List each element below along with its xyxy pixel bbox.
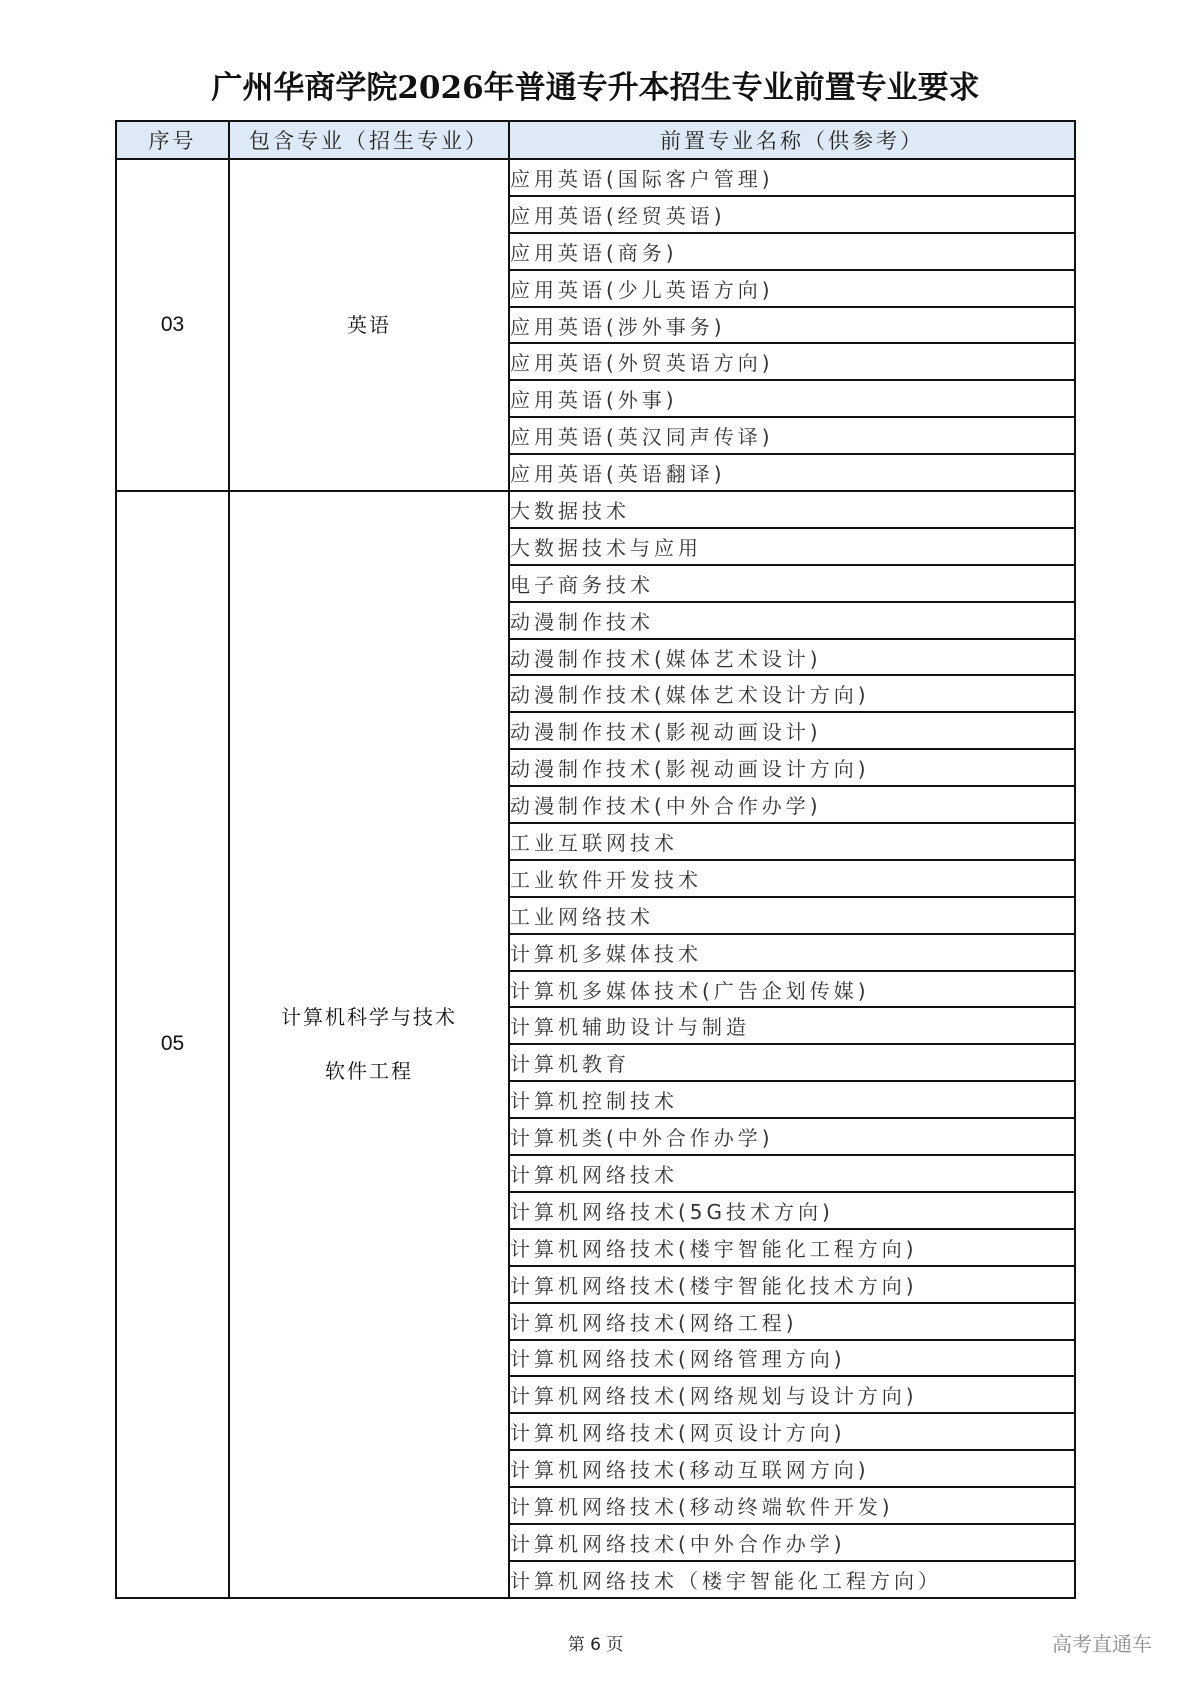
- prerequisite-cell: 应用英语(涉外事务): [509, 307, 1075, 344]
- table-row: [116, 159, 1075, 196]
- prerequisite-cell: 计算机网络技术(楼宇智能化工程方向): [509, 1229, 1075, 1266]
- prerequisite-cell: 计算机网络技术(移动终端软件开发): [509, 1487, 1075, 1524]
- page-number: 第 6 页: [567, 1635, 624, 1655]
- prerequisite-cell: 计算机网络技术(网络工程): [509, 1303, 1075, 1340]
- header-prerequisites: 前置专业名称（供参考）: [509, 121, 1075, 159]
- prerequisite-cell: 计算机辅助设计与制造: [509, 1007, 1075, 1044]
- table-header-row: [116, 121, 1075, 159]
- prerequisite-cell: 计算机多媒体技术(广告企划传媒): [509, 971, 1075, 1008]
- prerequisite-cell: 大数据技术: [509, 491, 1075, 528]
- table-body: [116, 159, 1075, 1598]
- prerequisite-cell: 工业互联网技术: [509, 823, 1075, 860]
- prerequisite-cell: 应用英语(少儿英语方向): [509, 270, 1075, 307]
- prerequisite-cell: 应用英语(英语翻译): [509, 454, 1075, 491]
- prerequisite-cell: 计算机网络技术(中外合作办学): [509, 1524, 1075, 1561]
- prerequisite-cell: 应用英语(外贸英语方向): [509, 343, 1075, 380]
- seq-cell: 03: [116, 159, 229, 491]
- prerequisite-cell: 工业软件开发技术: [509, 860, 1075, 897]
- majors-cell: [229, 159, 509, 491]
- prerequisite-cell: 计算机多媒体技术: [509, 934, 1075, 971]
- prerequisite-cell: 计算机网络技术: [509, 1155, 1075, 1192]
- prerequisite-cell: 动漫制作技术(影视动画设计方向): [509, 749, 1075, 786]
- prerequisite-cell: 大数据技术与应用: [509, 528, 1075, 565]
- prerequisite-cell: 应用英语(商务): [509, 233, 1075, 270]
- prerequisite-cell: 应用英语(英汉同声传译): [509, 417, 1075, 454]
- prerequisite-cell: 电子商务技术: [509, 565, 1075, 602]
- document-title: 广州华商学院2026年普通专升本招生专业前置专业要求: [211, 70, 980, 106]
- prerequisite-cell: 计算机网络技术(移动互联网方向): [509, 1450, 1075, 1487]
- prerequisite-cell: 工业网络技术: [509, 897, 1075, 934]
- seq-cell: 05: [116, 491, 229, 1598]
- prerequisite-cell: 应用英语(国际客户管理): [509, 159, 1075, 196]
- prerequisite-cell: 应用英语(经贸英语): [509, 196, 1075, 233]
- prerequisite-cell: 计算机网络技术（楼宇智能化工程方向）: [509, 1561, 1075, 1598]
- header-majors: 包含专业（招生专业）: [229, 121, 509, 159]
- prerequisite-cell: 计算机网络技术(楼宇智能化技术方向): [509, 1266, 1075, 1303]
- major-name: 软件工程: [325, 1059, 413, 1084]
- prerequisite-cell: 计算机网络技术(网络规划与设计方向): [509, 1376, 1075, 1413]
- watermark: 高考直通车: [1052, 1632, 1152, 1656]
- prerequisite-cell: 动漫制作技术(媒体艺术设计): [509, 639, 1075, 676]
- prerequisite-cell: 动漫制作技术: [509, 602, 1075, 639]
- prerequisite-cell: 计算机控制技术: [509, 1081, 1075, 1118]
- prerequisite-cell: 计算机网络技术(网页设计方向): [509, 1413, 1075, 1450]
- prerequisite-cell: 应用英语(外事): [509, 380, 1075, 417]
- majors-cell: [229, 491, 509, 1598]
- header-seq: 序号: [116, 121, 229, 159]
- major-name: 计算机科学与技术: [281, 1005, 457, 1030]
- prerequisite-table: [115, 120, 1076, 1599]
- prerequisite-cell: 动漫制作技术(媒体艺术设计方向): [509, 675, 1075, 712]
- prerequisite-cell: 计算机教育: [509, 1044, 1075, 1081]
- table-row: [116, 491, 1075, 528]
- prerequisite-cell: 计算机网络技术(5G技术方向): [509, 1192, 1075, 1229]
- prerequisite-cell: 计算机类(中外合作办学): [509, 1118, 1075, 1155]
- prerequisite-cell: 动漫制作技术(中外合作办学): [509, 786, 1075, 823]
- prerequisite-cell: 动漫制作技术(影视动画设计): [509, 712, 1075, 749]
- prerequisite-cell: 计算机网络技术(网络管理方向): [509, 1340, 1075, 1377]
- major-name: 英语: [347, 313, 391, 337]
